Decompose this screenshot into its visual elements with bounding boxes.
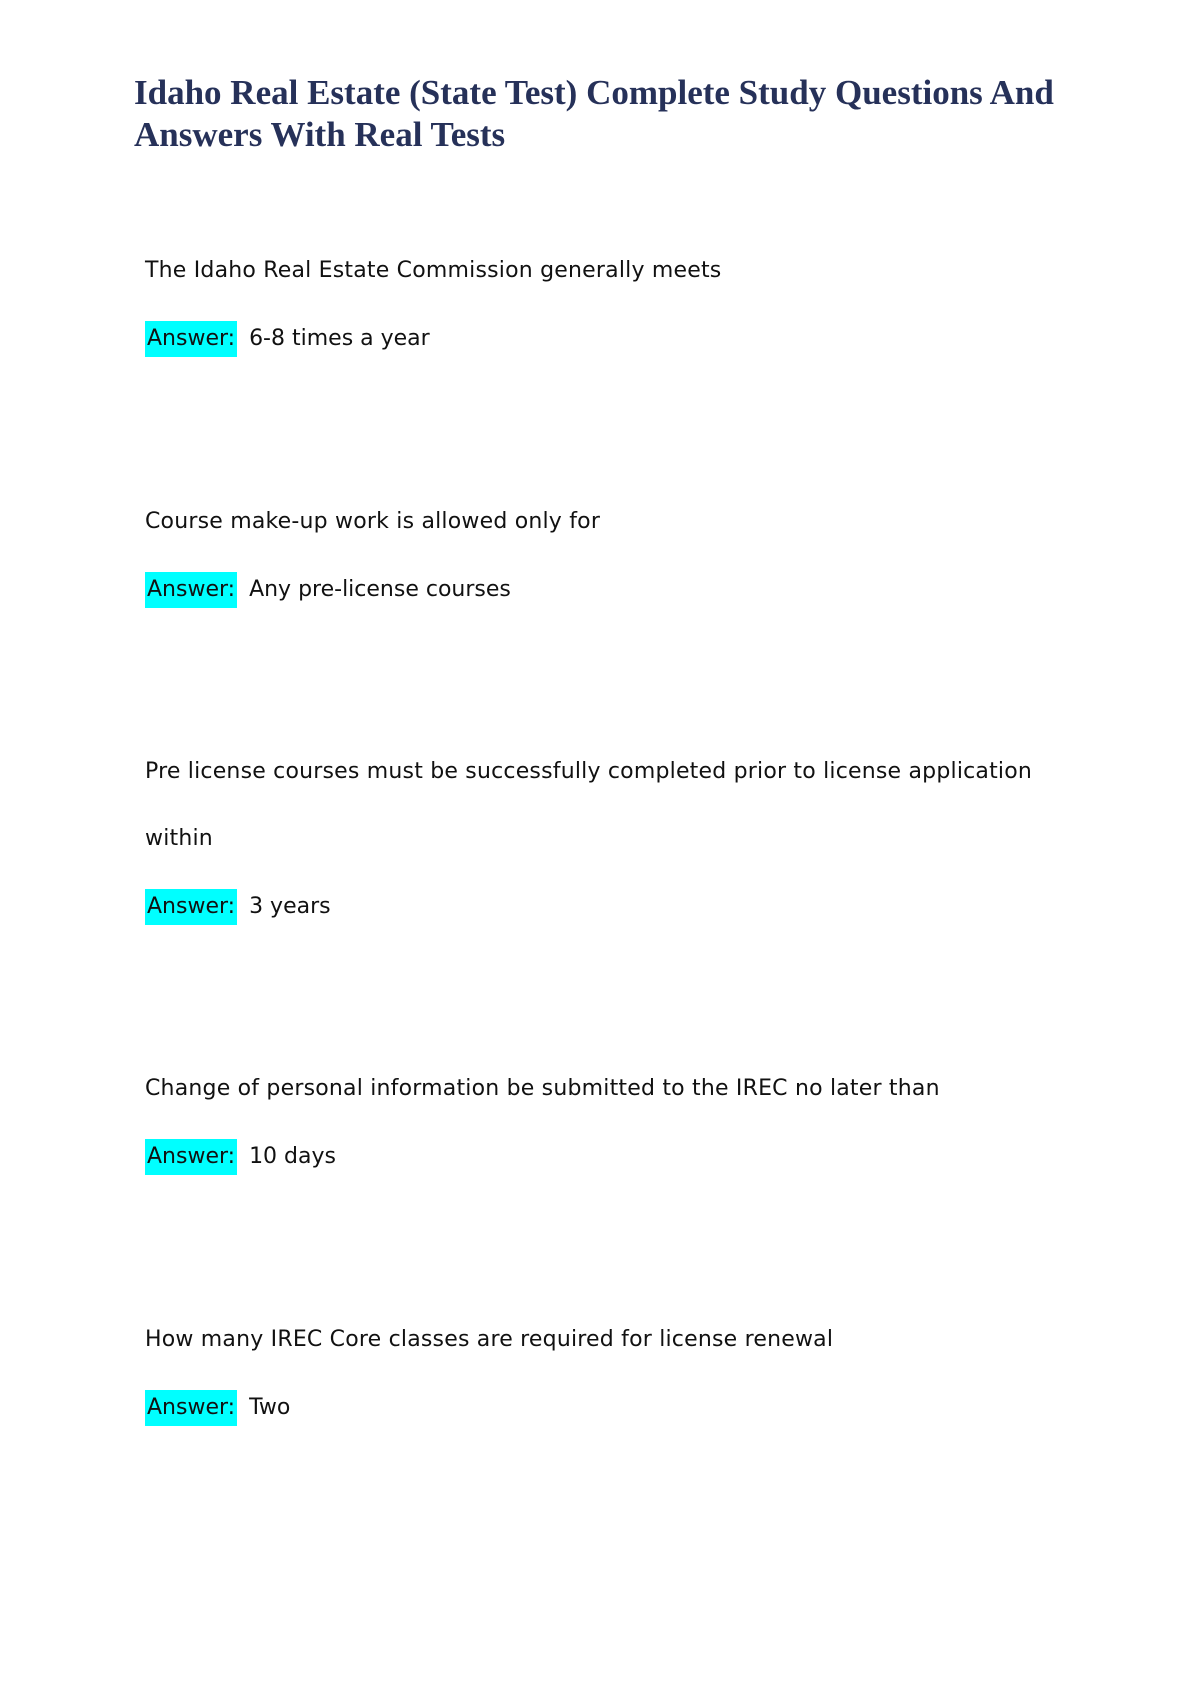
answer-label: Answer:	[145, 1390, 237, 1426]
answer-text: 3 years	[249, 894, 331, 919]
answer-text: 6-8 times a year	[249, 326, 430, 351]
answer-line	[145, 888, 1065, 926]
answer-line	[145, 1138, 1065, 1176]
answer-text: 10 days	[249, 1144, 336, 1169]
qa-item	[145, 738, 1065, 926]
answer-line	[145, 571, 1065, 609]
question-text: The Idaho Real Estate Commission generally meets	[145, 258, 722, 283]
qa-item	[145, 1055, 1065, 1176]
qa-item	[145, 237, 1065, 358]
answer-label: Answer:	[145, 321, 237, 357]
answer-line	[145, 320, 1065, 358]
answer-label: Answer:	[145, 889, 237, 925]
qa-item	[145, 1306, 1065, 1427]
question-text: How many IREC Core classes are required for license renewal	[145, 1327, 834, 1352]
question-text: Course make-up work is allowed only for	[145, 509, 601, 534]
question-text: Change of personal information be submitted to the IREC no later than	[145, 1076, 940, 1101]
answer-text: Two	[249, 1395, 291, 1420]
answer-line	[145, 1389, 1065, 1427]
qa-item	[145, 488, 1065, 609]
document-title: Idaho Real Estate (State Test) Complete Study Questions And Answers With Real Tests	[134, 73, 1054, 154]
answer-label: Answer:	[145, 572, 237, 608]
answer-label: Answer:	[145, 1139, 237, 1175]
question-text: Pre license courses must be successfully completed prior to license application within	[145, 759, 1033, 851]
answer-text: Any pre-license courses	[249, 577, 511, 602]
